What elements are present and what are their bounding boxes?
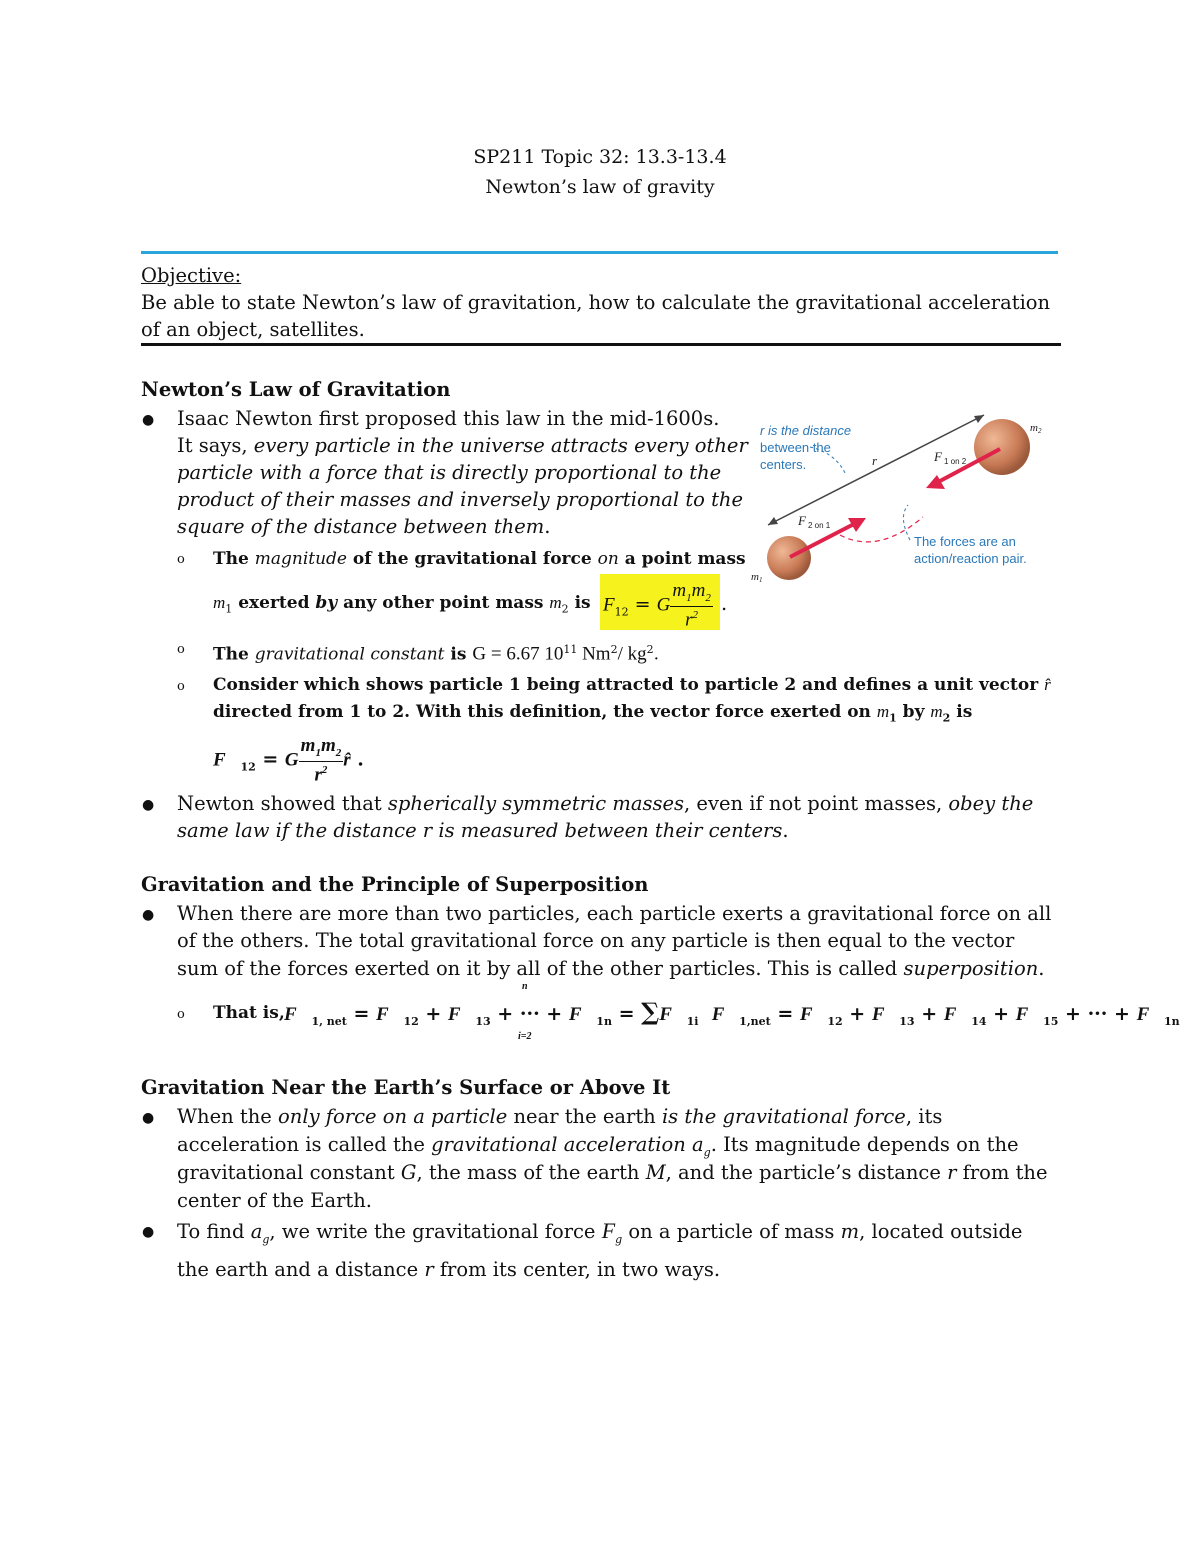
sub-bullet-text: That is, bbox=[213, 1003, 285, 1023]
bullet-icon: ● bbox=[142, 1110, 155, 1126]
sub-bullet-icon: o bbox=[177, 642, 185, 657]
bullet-text: same law if the distance r is measured between their centers. bbox=[177, 819, 789, 842]
bullet-text: gravitational constant G, the mass of the earth M, and the particle’s distance r from the bbox=[177, 1161, 1048, 1184]
mass-1-sphere bbox=[767, 536, 811, 580]
bullet-text: square of the distance between them. bbox=[177, 515, 551, 538]
sub-bullet-text: Consider which shows particle 1 being attracted to particle 2 and defines a unit vector r̂ bbox=[213, 675, 1051, 695]
section-heading: Gravitation and the Principle of Superposition bbox=[141, 873, 649, 896]
bullet-icon: ● bbox=[142, 797, 155, 813]
fig-label-f2on1: F bbox=[798, 513, 806, 528]
bullet-text: acceleration is called the gravitational acceleration $a_g$. Its magnitude depends on the bbox=[177, 1133, 1019, 1159]
bullet-text: center of the Earth. bbox=[177, 1189, 372, 1212]
bullet-icon: ● bbox=[142, 1224, 155, 1240]
newton-gravity-formula: $F_{12} = G$ $\frac{m_1m_2}{r^2}$ bbox=[603, 580, 711, 631]
vector-force-formula: $F⃗_{12} = G$ $\frac{m_1m_2}{r^2}$ r̂ . bbox=[213, 735, 364, 786]
bullet-text: of the others. The total gravitational force on any particle is then equal to the vector bbox=[177, 929, 1015, 952]
sub-bullet-text: $m_1$ exerted by any other point mass $m_2$ is bbox=[213, 593, 591, 616]
fig-label: The forces are an bbox=[914, 534, 1016, 549]
sub-bullet-text: The magnitude of the gravitational force on a point mass bbox=[213, 549, 746, 569]
bullet-text: To find $a_g$, we write the gravitational force $F_g$ on a particle of mass m, located outside bbox=[177, 1218, 1023, 1246]
gravitation-figure bbox=[748, 405, 1068, 585]
fig-label: between the bbox=[760, 440, 831, 455]
fig-label-r: r bbox=[872, 453, 878, 468]
objective-text: of an object, satellites. bbox=[141, 318, 365, 341]
fig-label-m1: m1 bbox=[751, 571, 763, 584]
sum-limit-bottom: i=2 bbox=[518, 1031, 532, 1042]
bullet-text: It says, every particle in the universe attracts every other bbox=[177, 434, 748, 457]
superposition-formula: $F⃗_{1, net}$ = $F⃗_{12}$ + $F⃗_{13}$ + ··· + $F⃗_{1n}$ = $\sum F⃗_{1i}$ $F⃗_{1,net}$ = $F⃗_{12}$ + $F⃗_{13}$ + $F⃗_{14}$ + $F⃗_{15}$ + ··· + $F⃗_{1n}$ bbox=[284, 997, 1180, 1028]
bullet-icon: ● bbox=[142, 412, 155, 428]
bullet-text: the earth and a distance r from its center, in two ways. bbox=[177, 1258, 721, 1281]
objective-text: Be able to state Newton’s law of gravitation, how to calculate the gravitational acceleration bbox=[141, 291, 1051, 314]
action-reaction-curve bbox=[903, 505, 910, 540]
bullet-text: product of their masses and inversely proportional to the bbox=[177, 488, 744, 511]
fig-label-m2: m2 bbox=[1030, 422, 1042, 435]
sub-bullet-icon: o bbox=[177, 1007, 185, 1022]
sub-bullet-text: directed from 1 to 2. With this definition, the vector force exerted on $m_1$ by $m_2$ is bbox=[213, 702, 973, 725]
bullet-text: When there are more than two particles, each particle exerts a gravitational force on all bbox=[177, 902, 1052, 925]
bullet-text: Isaac Newton first proposed this law in the mid-1600s. bbox=[177, 407, 720, 430]
sub-bullet-icon: o bbox=[177, 679, 185, 694]
page-title: SP211 Topic 32: 13.3-13.4 bbox=[473, 146, 727, 168]
sub-bullet-icon: o bbox=[177, 552, 185, 567]
bullet-text: When the only force on a particle near the earth is the gravitational force, its bbox=[177, 1105, 943, 1128]
objective-label: Objective: bbox=[141, 264, 242, 287]
sum-limit-top: n bbox=[522, 981, 528, 992]
fig-label-f2on1-sub: 2 on 1 bbox=[808, 521, 831, 530]
sub-bullet-text: The gravitational constant is G = 6.67 $10^{11}$ Nm$^2$/ $kg^2$. bbox=[213, 643, 660, 665]
divider bbox=[141, 251, 1058, 254]
bullet-text: particle with a force that is directly proportional to the bbox=[177, 461, 722, 484]
bullet-icon: ● bbox=[142, 907, 155, 923]
fig-label-f1on2: F bbox=[934, 449, 942, 464]
bullet-text: sum of the forces exerted on it by all of the other particles. This is called superposition. bbox=[177, 957, 1045, 980]
fig-label: r is the distance bbox=[760, 423, 852, 438]
mass-2-sphere bbox=[974, 419, 1030, 475]
fig-label: centers. bbox=[760, 457, 807, 472]
divider bbox=[141, 343, 1061, 346]
fig-label: action/reaction pair. bbox=[914, 551, 1027, 566]
section-heading: Newton’s Law of Gravitation bbox=[141, 378, 451, 401]
fig-label-f1on2-sub: 1 on 2 bbox=[944, 457, 967, 466]
bullet-text: Newton showed that spherically symmetric masses, even if not point masses, obey the bbox=[177, 792, 1034, 815]
section-heading: Gravitation Near the Earth’s Surface or Above It bbox=[141, 1076, 671, 1099]
page-subtitle: Newton’s law of gravity bbox=[485, 176, 715, 198]
